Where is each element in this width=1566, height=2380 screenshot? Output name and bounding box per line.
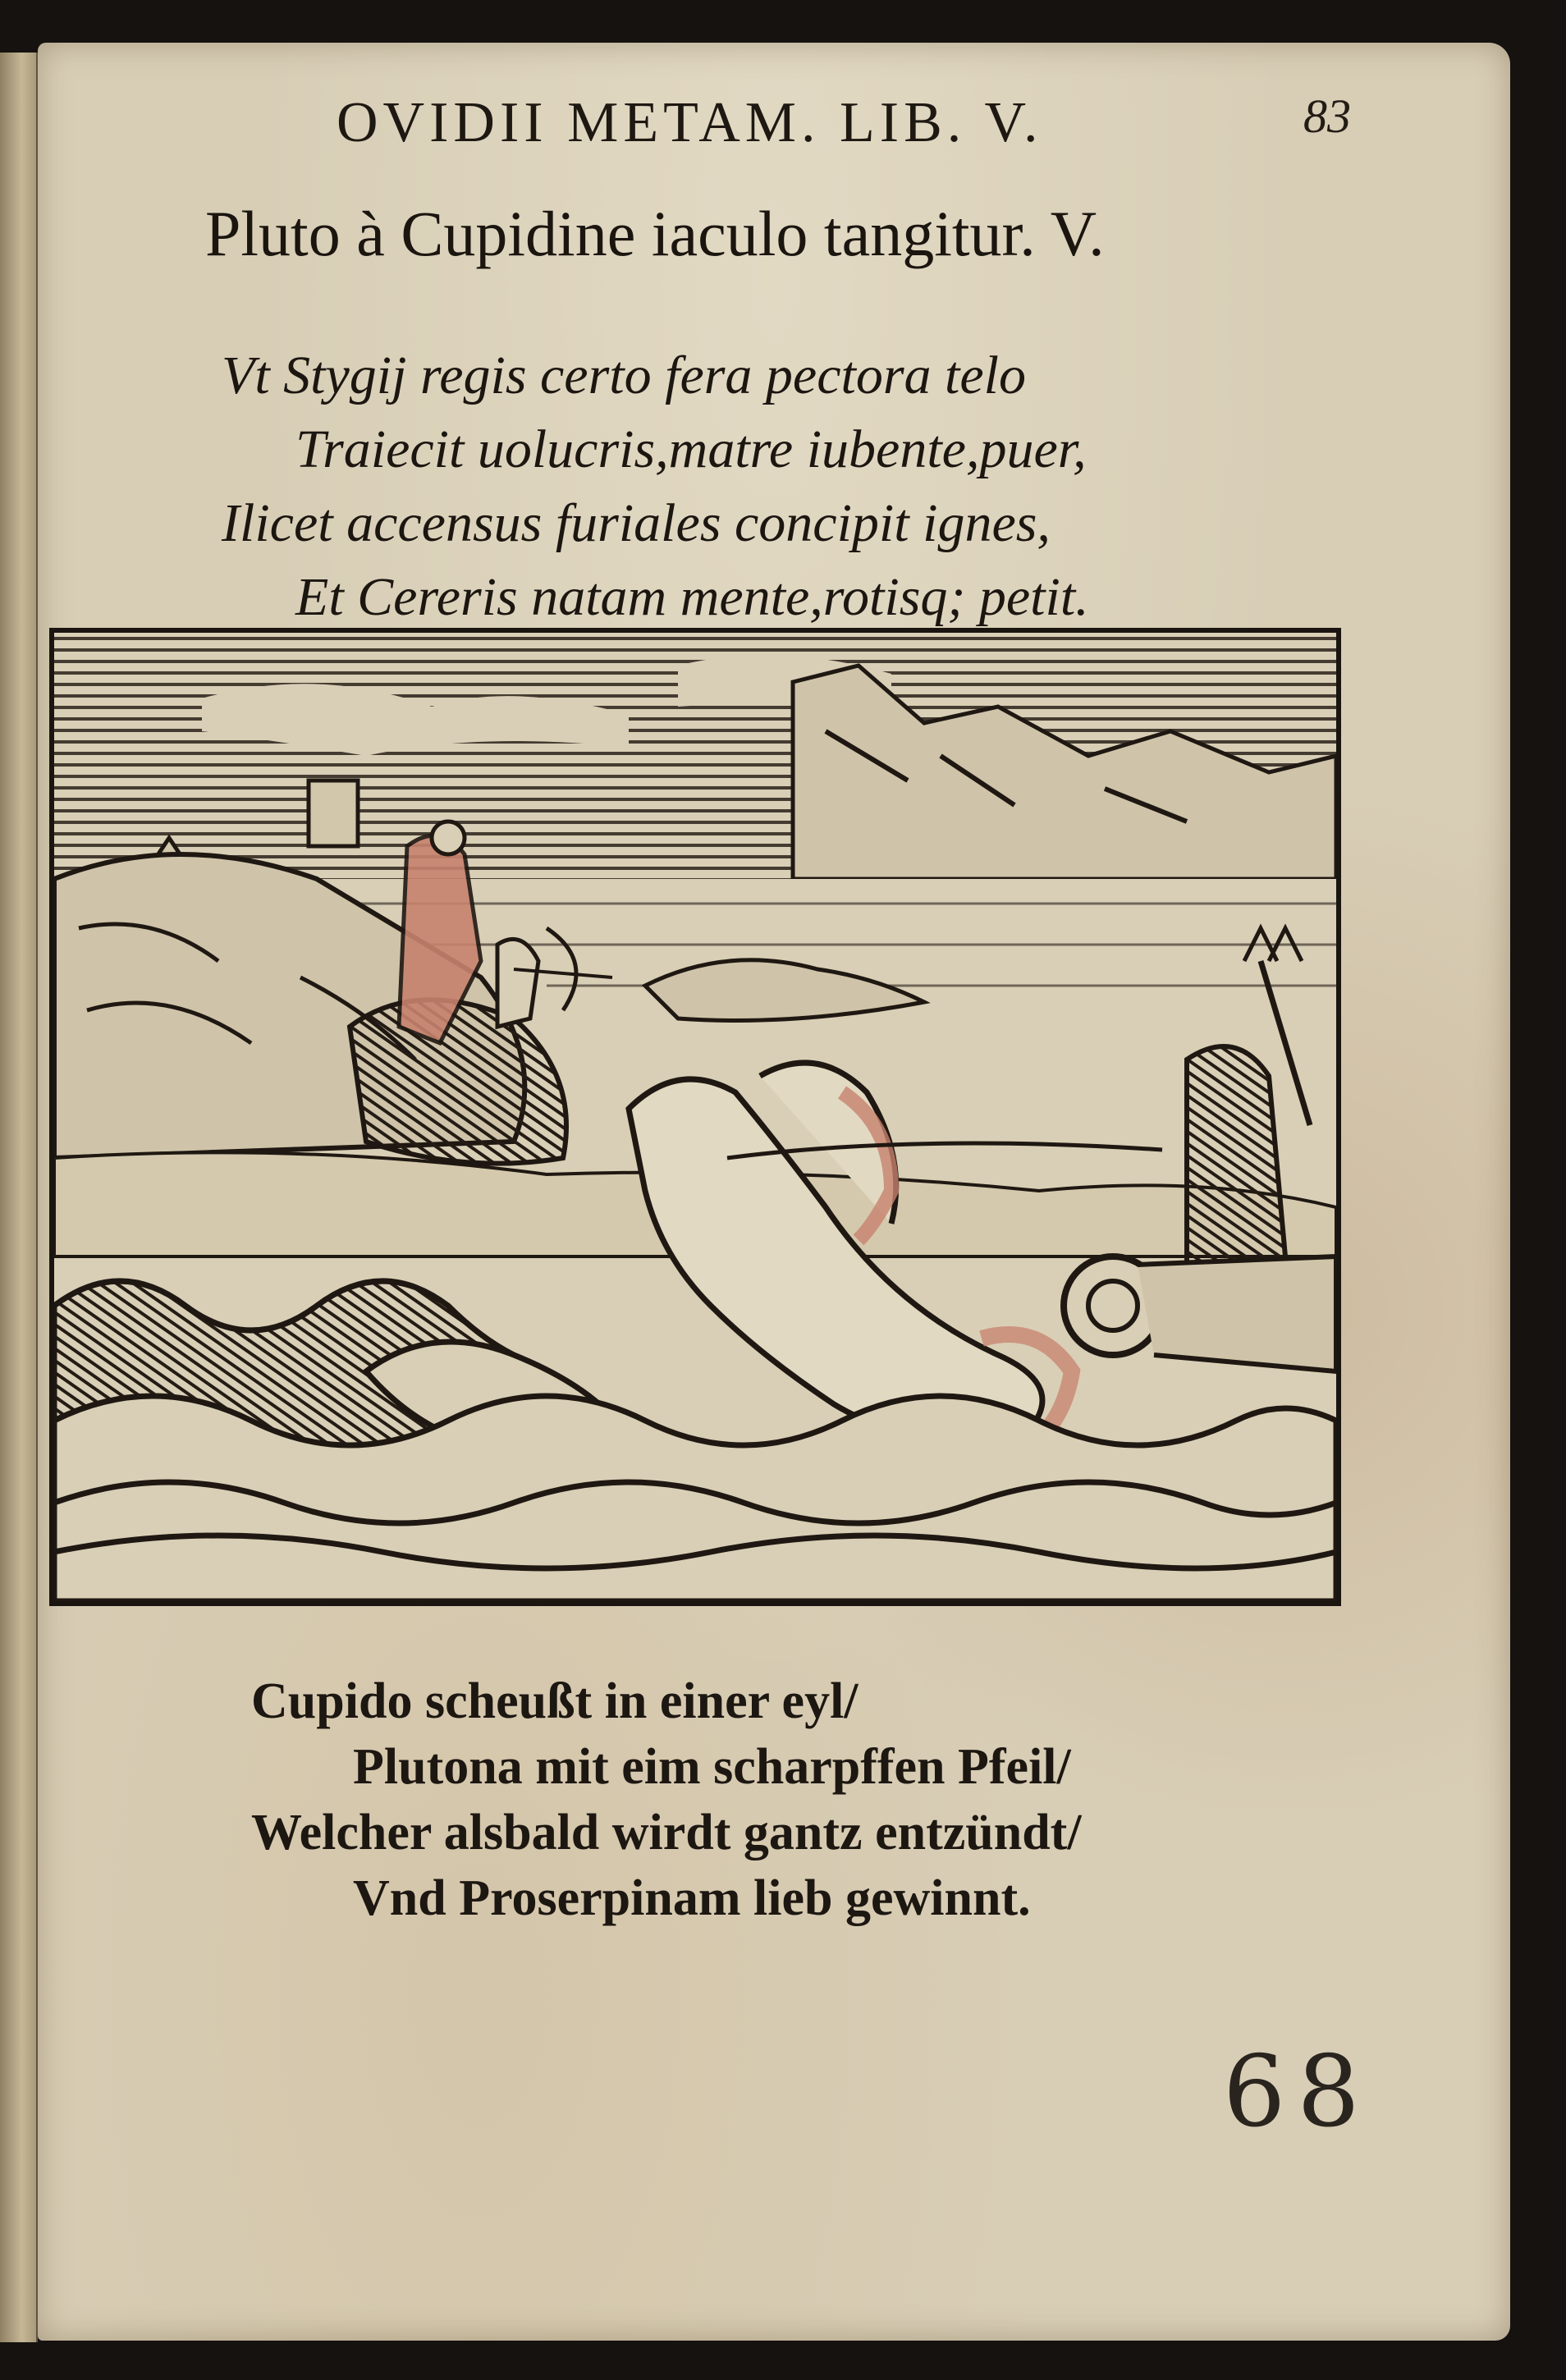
page-number: 83 [1303, 89, 1351, 143]
latin-verse-line-3: Ilicet accensus furiales concipit ignes, [222, 493, 1051, 553]
latin-verse-line-1: Vt Stygij regis certo fera pectora telo [222, 346, 1027, 405]
page-title: Pluto à Cupidine iaculo tangitur. V. [205, 198, 1105, 269]
handwritten-number: 68 [1223, 2035, 1371, 2149]
chariot [1064, 1256, 1336, 1371]
german-verse-line-1: Cupido scheußt in einer eyl/ [251, 1673, 859, 1729]
german-verse-line-2: Plutona mit eim scharpffen Pfeil/ [353, 1739, 1071, 1795]
waves [54, 1281, 1336, 1601]
woodcut-illustration [49, 628, 1341, 1606]
german-verse-line-4: Vnd Proserpinam lieb gewinnt. [353, 1870, 1031, 1926]
german-verse-line-3: Welcher alsbald wirdt gantz entzündt/ [251, 1805, 1082, 1861]
latin-verse-line-4: Et Cereris natam mente,rotisq; petit. [295, 567, 1089, 627]
running-head: OVIDII METAM. LIB. V. [337, 91, 1043, 154]
facing-page-edge [0, 53, 38, 2342]
latin-verse-line-2: Traiecit uolucris,matre iubente,puer, [295, 419, 1087, 479]
